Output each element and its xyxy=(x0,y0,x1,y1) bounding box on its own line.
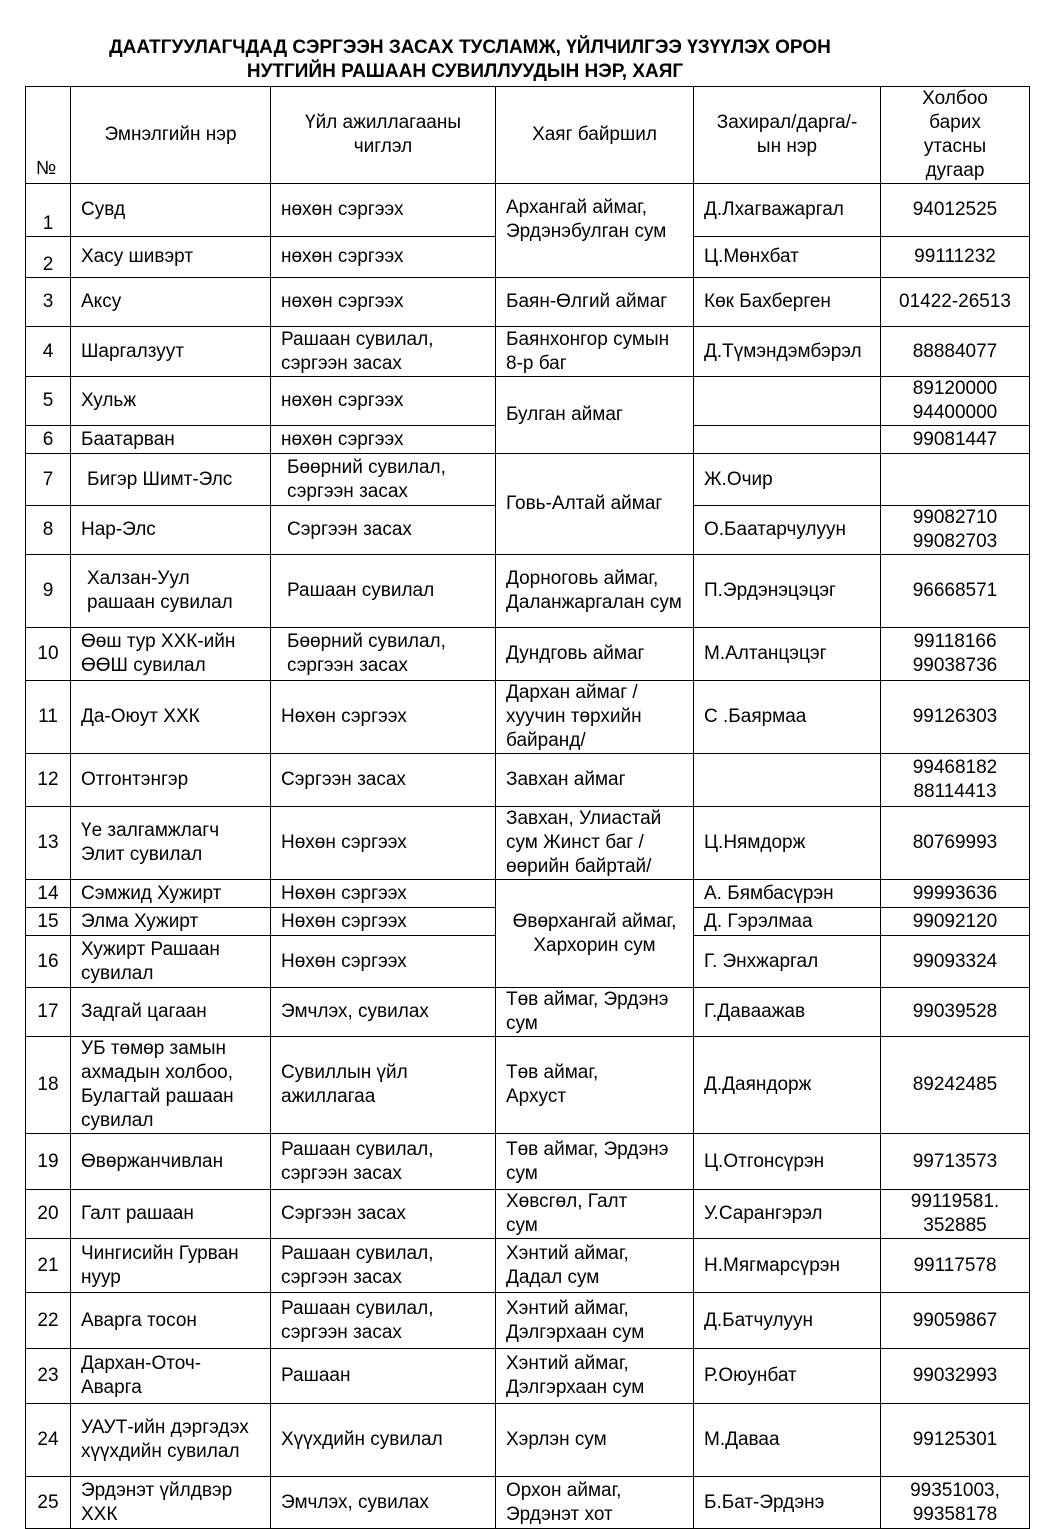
row-director: А. Бямбасүрэн xyxy=(694,880,881,908)
row-number: 6 xyxy=(26,426,71,454)
row-address: Дундговь аймаг xyxy=(496,628,694,681)
row-name: Задгай цагаан xyxy=(71,988,271,1037)
row-activity: Эмчлэх, сувилах xyxy=(271,988,496,1037)
table-row xyxy=(26,278,1030,327)
row-director: Г.Даваажав xyxy=(694,988,881,1037)
row-phone: 99093324 xyxy=(881,936,1030,988)
row-director: Ж.Очир xyxy=(694,454,881,506)
row-phone: 88884077 xyxy=(881,327,1030,377)
row-director xyxy=(694,377,881,426)
row-number: 25 xyxy=(26,1477,71,1529)
table-row xyxy=(26,1293,1030,1349)
row-director: Д.Түмэндэмбэрэл xyxy=(694,327,881,377)
row-name: Эрдэнэт үйлдвэр ХХК xyxy=(71,1477,271,1529)
row-activity: Рашаан сувилал, сэргээн засах xyxy=(271,1293,496,1349)
row-number: 11 xyxy=(26,681,71,754)
row-number: 18 xyxy=(26,1037,71,1134)
row-phone: 99117578 xyxy=(881,1239,1030,1293)
row-director: Ц.Нямдорж xyxy=(694,807,881,880)
row-activity: Сэргээн засах xyxy=(271,506,496,555)
row-phone: 99081447 xyxy=(881,426,1030,454)
row-address: Баян-Өлгий аймаг xyxy=(496,278,694,327)
row-phone: 99059867 xyxy=(881,1293,1030,1349)
table-row xyxy=(26,1190,1030,1239)
row-name: Сэмжид Хужирт xyxy=(71,880,271,908)
row-phone: 89242485 xyxy=(881,1037,1030,1134)
row-activity: Сэргээн засах xyxy=(271,754,496,807)
row-name: Дархан-Оточ-Аварга xyxy=(71,1349,271,1404)
row-name: Аксу xyxy=(71,278,271,327)
row-phone: 94012525 xyxy=(881,184,1030,237)
row-name: Галт рашаан xyxy=(71,1190,271,1239)
table-row xyxy=(26,754,1030,807)
row-address: Хэрлэн сум xyxy=(496,1404,694,1477)
row-director: П.Эрдэнэцэцэг xyxy=(694,555,881,628)
row-phone: 99111232 xyxy=(881,237,1030,278)
row-director xyxy=(694,426,881,454)
row-phone: 89120000 94400000 xyxy=(881,377,1030,426)
table-row xyxy=(26,880,1030,908)
row-director: Б.Бат-Эрдэнэ xyxy=(694,1477,881,1529)
row-number: 24 xyxy=(26,1404,71,1477)
row-number: 10 xyxy=(26,628,71,681)
row-address: Дорноговь аймаг, Даланжаргалан сум xyxy=(496,555,694,628)
row-phone: 99032993 xyxy=(881,1349,1030,1404)
row-address: Говь-Алтай аймаг xyxy=(496,454,694,555)
row-phone: 99126303 xyxy=(881,681,1030,754)
row-activity: Бөөрний сувилал, сэргээн засах xyxy=(271,454,496,506)
row-number: 9 xyxy=(26,555,71,628)
row-address: Архангай аймаг, Эрдэнэбулган сум xyxy=(496,184,694,278)
header-address: Хаяг байршил xyxy=(496,87,694,184)
row-activity: Сувиллын үйл ажиллагаа xyxy=(271,1037,496,1134)
row-number: 22 xyxy=(26,1293,71,1349)
row-number: 14 xyxy=(26,880,71,908)
header-number: № xyxy=(26,87,71,184)
row-number: 12 xyxy=(26,754,71,807)
row-name: Өвөржанчивлан xyxy=(71,1134,271,1190)
table-row xyxy=(26,807,1030,880)
row-activity: Рашаан сувилал, сэргээн засах xyxy=(271,327,496,377)
row-director: Н.Мягмарсүрэн xyxy=(694,1239,881,1293)
row-director: Ц.Отгонсүрэн xyxy=(694,1134,881,1190)
row-director: Д. Гэрэлмаа xyxy=(694,908,881,936)
document-title-line-1: ДААТГУУЛАГЧДАД СЭРГЭЭН ЗАСАХ ТУСЛАМЖ, ҮЙЛЧИЛГЭЭ ҮЗҮҮЛЭХ ОРОН xyxy=(109,37,831,58)
row-activity: Нөхөн сэргээх xyxy=(271,681,496,754)
table-row xyxy=(26,1477,1030,1529)
row-director: Көк Бахберген xyxy=(694,278,881,327)
row-activity: Эмчлэх, сувилах xyxy=(271,1477,496,1529)
row-address: Өвөрхангай аймаг, Хархорин сум xyxy=(496,880,694,988)
row-address: Завхан аймаг xyxy=(496,754,694,807)
row-director: С .Баярмаа xyxy=(694,681,881,754)
row-name: УБ төмөр замын ахмадын холбоо, Булагтай рашаан сувилал xyxy=(71,1037,271,1134)
row-name: Хужирт Рашаан сувилал xyxy=(71,936,271,988)
row-number: 1 xyxy=(26,184,71,237)
row-activity: Бөөрний сувилал, сэргээн засах xyxy=(271,628,496,681)
row-activity: Нөхөн сэргээх xyxy=(271,807,496,880)
row-name: Сувд xyxy=(71,184,271,237)
row-name: Бигэр Шимт-Элс xyxy=(71,454,271,506)
row-address: Баянхонгор сумын 8-р баг xyxy=(496,327,694,377)
row-address: Завхан, Улиастай сум Жинст баг /өөрийн байртай/ xyxy=(496,807,694,880)
table-row xyxy=(26,377,1030,426)
row-name: Нар-Элс xyxy=(71,506,271,555)
table-row xyxy=(26,681,1030,754)
row-phone xyxy=(881,454,1030,506)
row-number: 8 xyxy=(26,506,71,555)
table-row xyxy=(26,555,1030,628)
row-activity: нөхөн сэргээх xyxy=(271,426,496,454)
table-row xyxy=(26,1349,1030,1404)
row-phone: 99125301 xyxy=(881,1404,1030,1477)
row-number: 15 xyxy=(26,908,71,936)
row-phone: 99119581. 352885 xyxy=(881,1190,1030,1239)
table-row xyxy=(26,988,1030,1037)
header-name: Эмнэлгийн нэр xyxy=(71,87,271,184)
row-activity: Хүүхдийн сувилал xyxy=(271,1404,496,1477)
row-number: 21 xyxy=(26,1239,71,1293)
row-address: Хэнтий аймаг, Дадал сум xyxy=(496,1239,694,1293)
row-activity: Сэргээн засах xyxy=(271,1190,496,1239)
row-director: О.Баатарчулуун xyxy=(694,506,881,555)
row-phone: 99993636 xyxy=(881,880,1030,908)
row-director: Д.Лхагважаргал xyxy=(694,184,881,237)
row-address: Хэнтий аймаг, Дэлгэрхаан сум xyxy=(496,1293,694,1349)
row-activity: Нөхөн сэргээх xyxy=(271,908,496,936)
header-activity: Үйл ажиллагааны чиглэл xyxy=(271,87,496,184)
table-row xyxy=(26,1037,1030,1134)
row-activity: нөхөн сэргээх xyxy=(271,278,496,327)
document-title-line-2: НУТГИЙН РАШААН СУВИЛЛУУДЫН НЭР, ХАЯГ xyxy=(246,61,684,82)
row-phone: 99351003, 99358178 xyxy=(881,1477,1030,1529)
row-phone: 80769993 xyxy=(881,807,1030,880)
row-name: Баатарван xyxy=(71,426,271,454)
row-number: 4 xyxy=(26,327,71,377)
row-name: Элма Хужирт xyxy=(71,908,271,936)
row-director: Д.Батчулуун xyxy=(694,1293,881,1349)
row-address: Булган аймаг xyxy=(496,377,694,454)
row-number: 20 xyxy=(26,1190,71,1239)
row-activity: Рашаан xyxy=(271,1349,496,1404)
row-number: 2 xyxy=(26,237,71,278)
row-name: Халзан-Уул рашаан сувилал xyxy=(71,555,271,628)
sanatorium-table xyxy=(25,86,1030,1529)
row-director: М.Даваа xyxy=(694,1404,881,1477)
row-number: 17 xyxy=(26,988,71,1037)
row-address: Хэнтий аймаг, Дэлгэрхаан сум xyxy=(496,1349,694,1404)
table-row xyxy=(26,454,1030,506)
row-name: Үе залгамжлагч Элит сувилал xyxy=(71,807,271,880)
row-director: Г. Энхжаргал xyxy=(694,936,881,988)
row-director: Р.Оюунбат xyxy=(694,1349,881,1404)
row-phone: 99082710 99082703 xyxy=(881,506,1030,555)
row-phone: 99468182 88114413 xyxy=(881,754,1030,807)
row-number: 16 xyxy=(26,936,71,988)
row-number: 7 xyxy=(26,454,71,506)
row-phone: 99118166 99038736 xyxy=(881,628,1030,681)
row-address: Дархан аймаг /хуучин төрхийн байранд/ xyxy=(496,681,694,754)
header-row xyxy=(26,87,1030,184)
row-name: Шаргалзуут xyxy=(71,327,271,377)
table-row xyxy=(26,628,1030,681)
row-number: 19 xyxy=(26,1134,71,1190)
row-address: Хөвсгөл, Галт сум xyxy=(496,1190,694,1239)
table-row xyxy=(26,1134,1030,1190)
row-activity: Рашаан сувилал, сэргээн засах xyxy=(271,1239,496,1293)
table-row xyxy=(26,1404,1030,1477)
row-name: Чингисийн Гурван нуур xyxy=(71,1239,271,1293)
table-row xyxy=(26,184,1030,237)
row-phone: 96668571 xyxy=(881,555,1030,628)
row-name: Да-Оюут ХХК xyxy=(71,681,271,754)
row-director: Ц.Мөнхбат xyxy=(694,237,881,278)
row-name: Хасу шивэрт xyxy=(71,237,271,278)
row-director: У.Сарангэрэл xyxy=(694,1190,881,1239)
table-row xyxy=(26,327,1030,377)
row-activity: нөхөн сэргээх xyxy=(271,237,496,278)
row-director: М.Алтанцэцэг xyxy=(694,628,881,681)
row-name: Аварга тосон xyxy=(71,1293,271,1349)
row-name: Өөш тур ХХК-ийн ӨӨШ сувилал xyxy=(71,628,271,681)
row-address: Орхон аймаг, Эрдэнэт хот xyxy=(496,1477,694,1529)
row-name: Отгонтэнгэр xyxy=(71,754,271,807)
row-address: Төв аймаг, Эрдэнэ сум xyxy=(496,1134,694,1190)
row-name: УАУТ-ийн дэргэдэх хүүхдийн сувилал xyxy=(71,1404,271,1477)
row-number: 3 xyxy=(26,278,71,327)
row-number: 23 xyxy=(26,1349,71,1404)
row-phone: 99039528 xyxy=(881,988,1030,1037)
row-address: Төв аймаг, Эрдэнэ сум xyxy=(496,988,694,1037)
table-row xyxy=(26,1239,1030,1293)
row-activity: Нөхөн сэргээх xyxy=(271,880,496,908)
row-activity: Рашаан сувилал, сэргээн засах xyxy=(271,1134,496,1190)
row-phone: 99713573 xyxy=(881,1134,1030,1190)
row-number: 13 xyxy=(26,807,71,880)
row-activity: нөхөн сэргээх xyxy=(271,377,496,426)
row-director: Д.Даяндорж xyxy=(694,1037,881,1134)
row-address: Төв аймаг, Архуст xyxy=(496,1037,694,1134)
row-director xyxy=(694,754,881,807)
row-activity: нөхөн сэргээх xyxy=(271,184,496,237)
row-phone: 01422-26513 xyxy=(881,278,1030,327)
row-name: Хульж xyxy=(71,377,271,426)
row-number: 5 xyxy=(26,377,71,426)
row-phone: 99092120 xyxy=(881,908,1030,936)
header-director: Захирал/дарга/-ын нэр xyxy=(694,87,881,184)
row-activity: Рашаан сувилал xyxy=(271,555,496,628)
header-phone: Холбоо барих утасны дугаар xyxy=(881,87,1030,184)
row-activity: Нөхөн сэргээх xyxy=(271,936,496,988)
